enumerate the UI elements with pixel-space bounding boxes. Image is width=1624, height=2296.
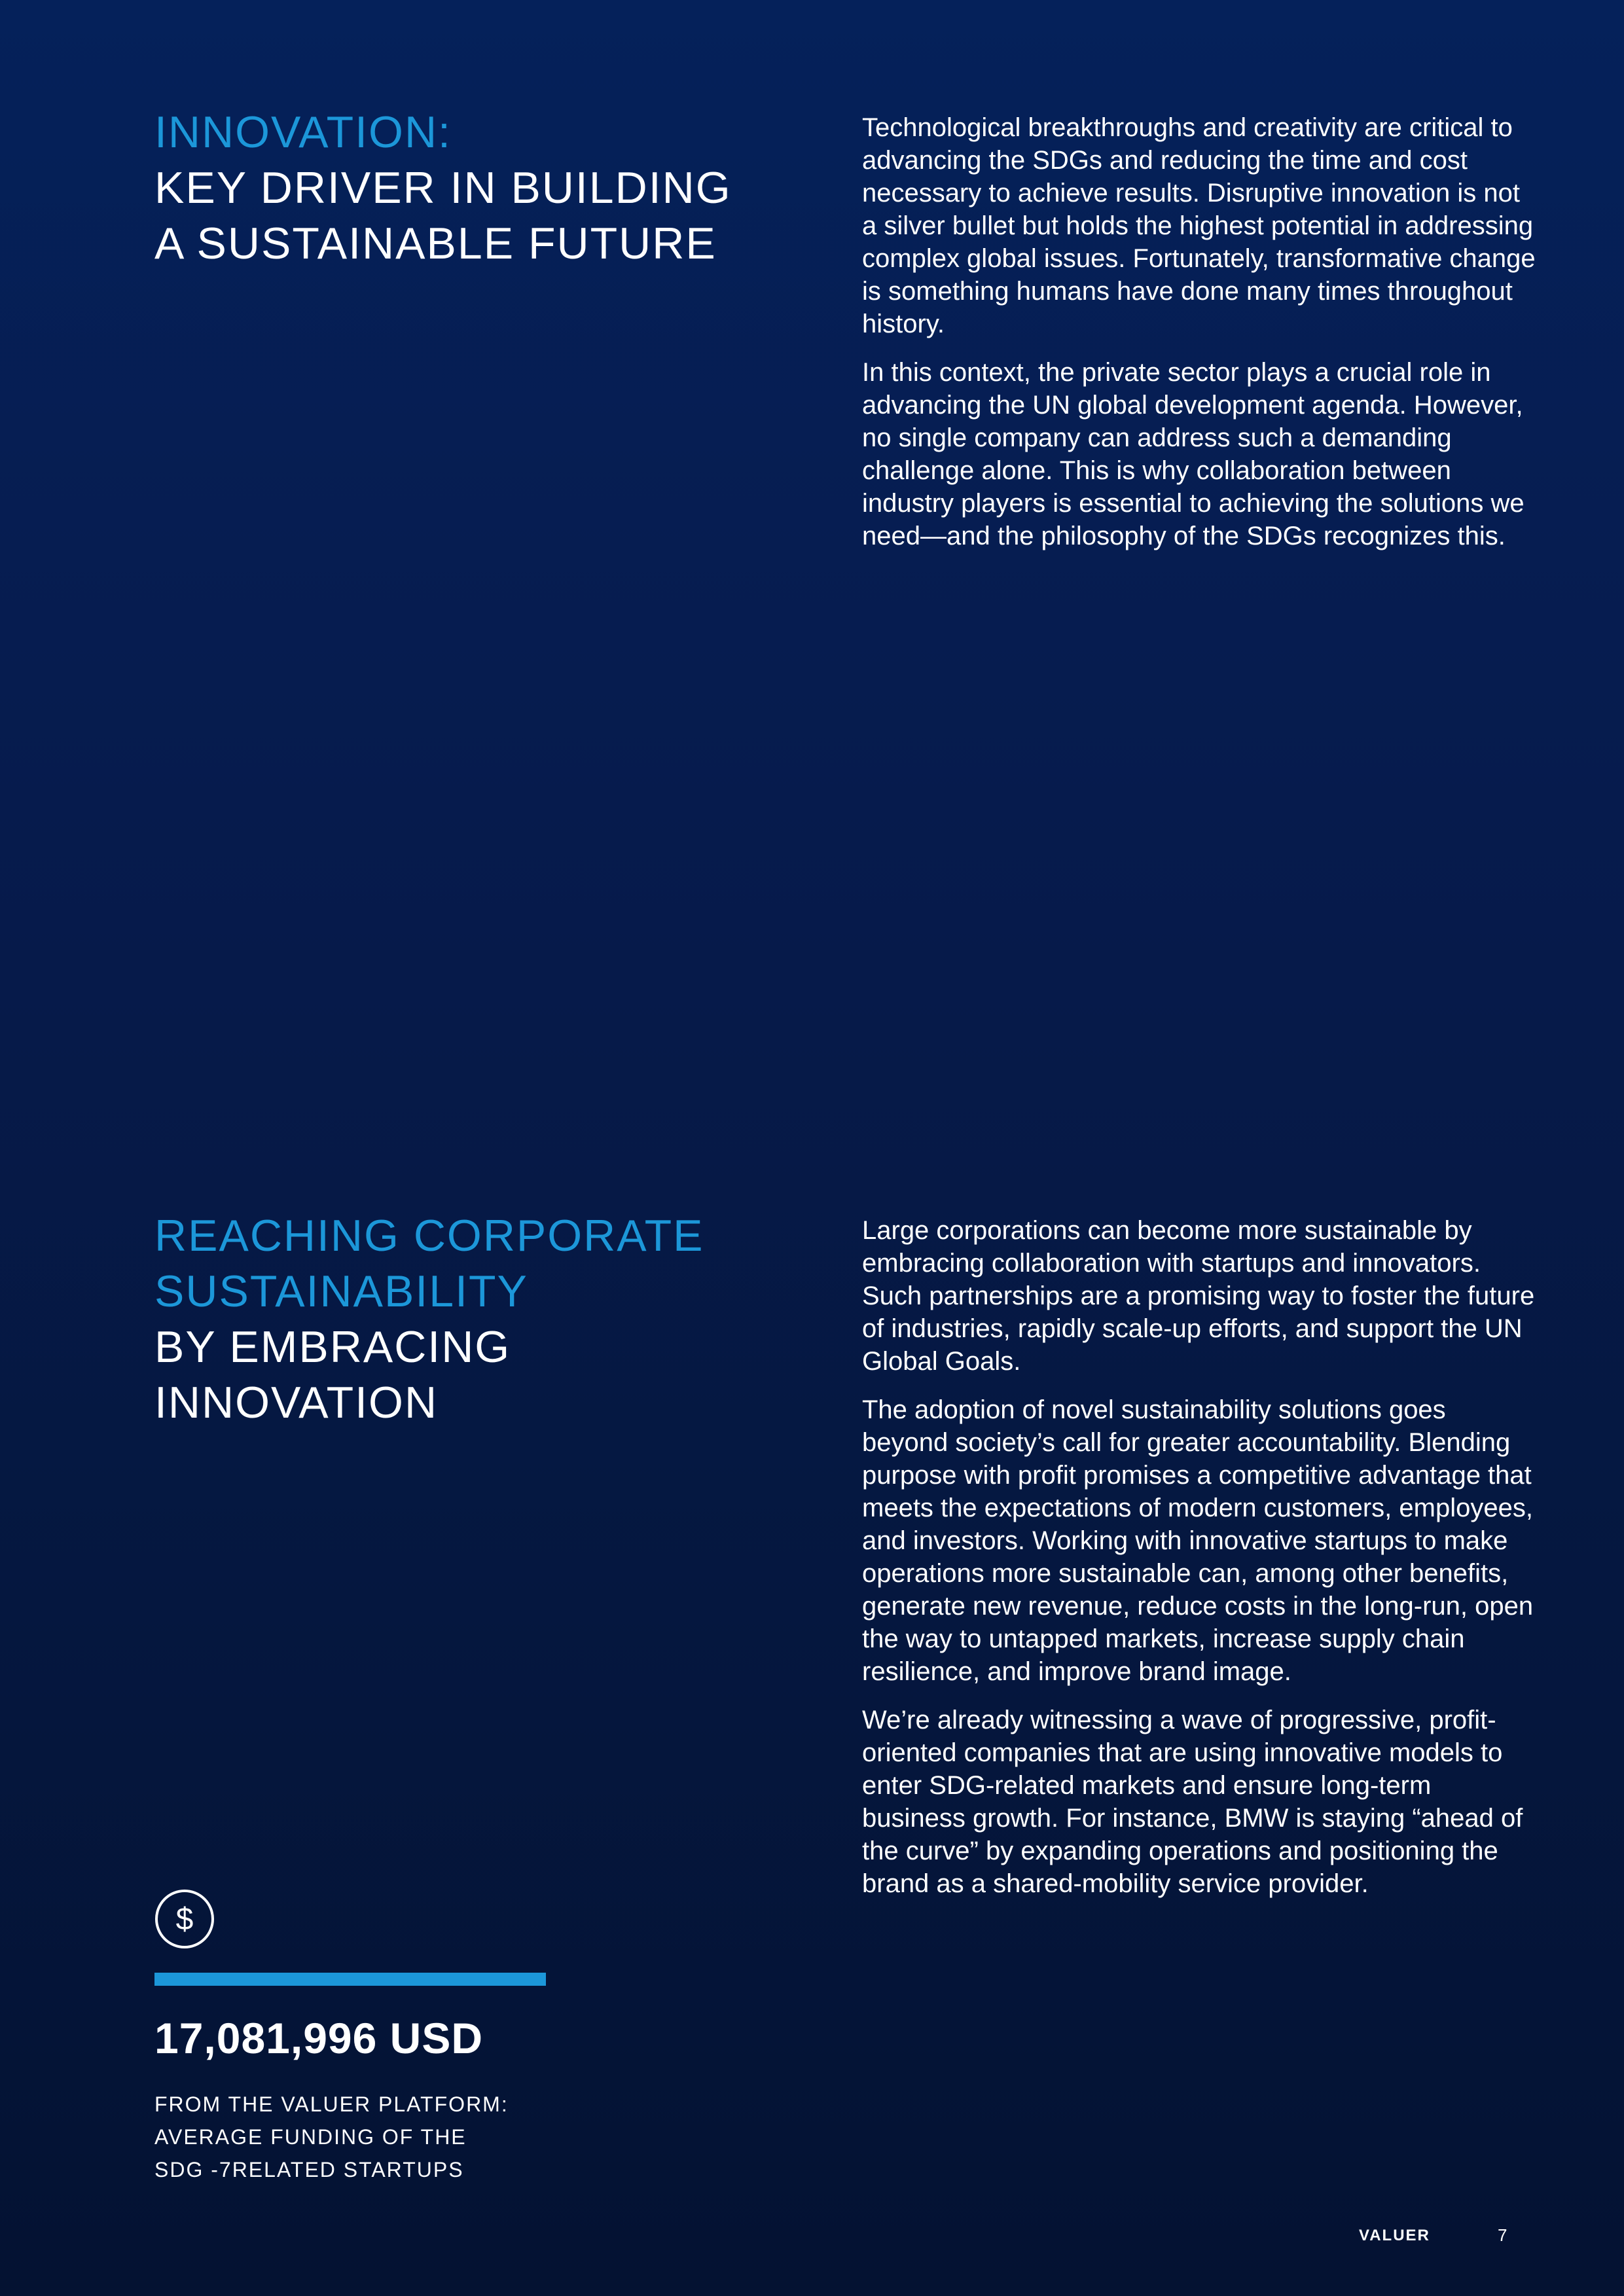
heading-accent: INNOVATION: [154,107,452,157]
section-heading-corporate-sustainability [154,1208,704,1431]
heading-line: INNOVATION [154,1378,439,1427]
body-text-corporate-sustainability [862,1214,1536,1916]
heading-accent: REACHING CORPORATE [154,1211,704,1261]
footer-brand-logo: VALUER [1359,2227,1430,2244]
paragraph: Technological breakthroughs and creativity are critical to advancing the SDGs and reducing the time and cost necessary to achieve results. Disruptive innovation is not a silver bullet but holds the highest potential in addressing complex global issues. Fortunately, transformative change is something humans have done many times throughout history. [862,113,1536,338]
paragraph: The adoption of novel sustainability solutions goes beyond society’s call for greater accountability. Blending purpose with profit promises a competitive advantage that meets the expectations of modern customers, employees, and investors. Working with innovative startups to make operations more sustainable can, among other benefits, generate new revenue, reduce costs in the long-run, open the way to untapped markets, increase supply chain resilience, and improve brand image. [862,1395,1534,1686]
svg-text:$: $ [175,1902,194,1937]
body-text-innovation [862,111,1536,568]
section-heading-innovation [154,105,732,272]
heading-accent: SUSTAINABILITY [154,1266,528,1316]
dollar-icon [154,1889,215,1949]
stat-caption-line: AVERAGE FUNDING OF THE [154,2125,467,2149]
stat-value: 17,081,996 USD [154,2014,484,2062]
heading-line: BY EMBRACING [154,1322,511,1372]
paragraph: In this context, the private sector plays a crucial role in advancing the UN global development agenda. However, no single company can address such a demanding challenge alone. This is why collaboration between industry players is essential to achieving the solutions we need—and the philosophy of the SDGs recognizes this. [862,358,1525,550]
heading-line: A SUSTAINABLE FUTURE [154,219,717,268]
stat-accent-bar [154,1973,546,1986]
paragraph: We’re already witnessing a wave of progressive, profit-oriented companies that are using innovative models to enter SDG-related markets and ensure long-term business growth. For instance, BMW is staying “ahead of the curve” by expanding operations and positioning the brand as a shared-mobility service provider. [862,1706,1523,1898]
heading-line: KEY DRIVER IN BUILDING [154,163,732,213]
paragraph: Large corporations can become more sustainable by embracing collaboration with startups and innovators. Such partnerships are a promising way to foster the future of industries, rapidly scale-up efforts, and support the UN Global Goals. [862,1216,1535,1376]
page-number: 7 [1498,2225,1507,2245]
stat-caption [154,2088,613,2186]
stat-caption-line: FROM THE VALUER PLATFORM: [154,2092,509,2116]
stat-caption-line: SDG -7RELATED STARTUPS [154,2158,464,2181]
